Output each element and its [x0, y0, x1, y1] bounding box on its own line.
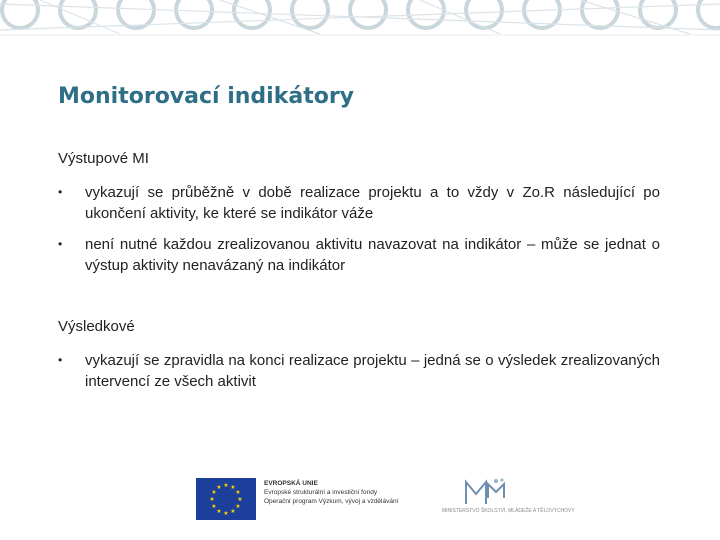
eu-flag-icon [196, 478, 256, 520]
list-item [58, 182, 660, 224]
eu-line: EVROPSKÁ UNIE [264, 480, 318, 487]
bullet-text: vykazují se zpravidla na konci realizace projektu – jedná se o výsledek zrealizovaných intervencí ze všech aktivit [85, 352, 660, 390]
svg-text:★: ★ [211, 489, 217, 496]
ministry-label: MINISTERSTVO ŠKOLSTVÍ, MLÁDEŽE A TĚLOVÝCHOVY [442, 508, 575, 514]
decorative-header-pattern [0, 0, 720, 36]
footer-logos [196, 474, 575, 526]
svg-text:★: ★ [211, 503, 217, 510]
list-item [58, 234, 660, 276]
eu-funding-text [264, 479, 398, 506]
svg-text:★: ★ [216, 508, 222, 515]
svg-text:★: ★ [209, 496, 215, 503]
bullet-icon: • [58, 353, 63, 367]
slide-title: Monitorovací indikátory [58, 84, 355, 109]
list-item [58, 350, 660, 392]
eu-line: Evropské strukturální a investiční fondy [264, 489, 378, 496]
svg-text:★: ★ [216, 484, 222, 491]
svg-text:★: ★ [223, 510, 229, 517]
bullet-icon: • [58, 237, 63, 251]
section-heading-result: Výsledkové [58, 318, 135, 335]
bullet-text: vykazují se průběžně v době realizace projektu a to vždy v Zo.R následující po ukončení aktivity, ke které se indikátor váže [85, 184, 660, 222]
svg-text:★: ★ [237, 496, 243, 503]
eu-line: Operační program Výzkum, vývoj a vzdělávání [264, 498, 399, 505]
svg-text:★: ★ [223, 482, 229, 489]
svg-text:★: ★ [235, 503, 241, 510]
bullet-icon: • [58, 185, 63, 199]
svg-text:★: ★ [230, 484, 236, 491]
bullet-text: není nutné každou zrealizovanou aktivitu navazovat na indikátor – může se jednat o výstup aktivity nenavázaný na indikátor [85, 236, 660, 274]
msmt-logo-icon [442, 476, 575, 524]
svg-text:★: ★ [230, 508, 236, 515]
section-heading-output: Výstupové MI [58, 150, 149, 167]
svg-text:★: ★ [235, 489, 241, 496]
